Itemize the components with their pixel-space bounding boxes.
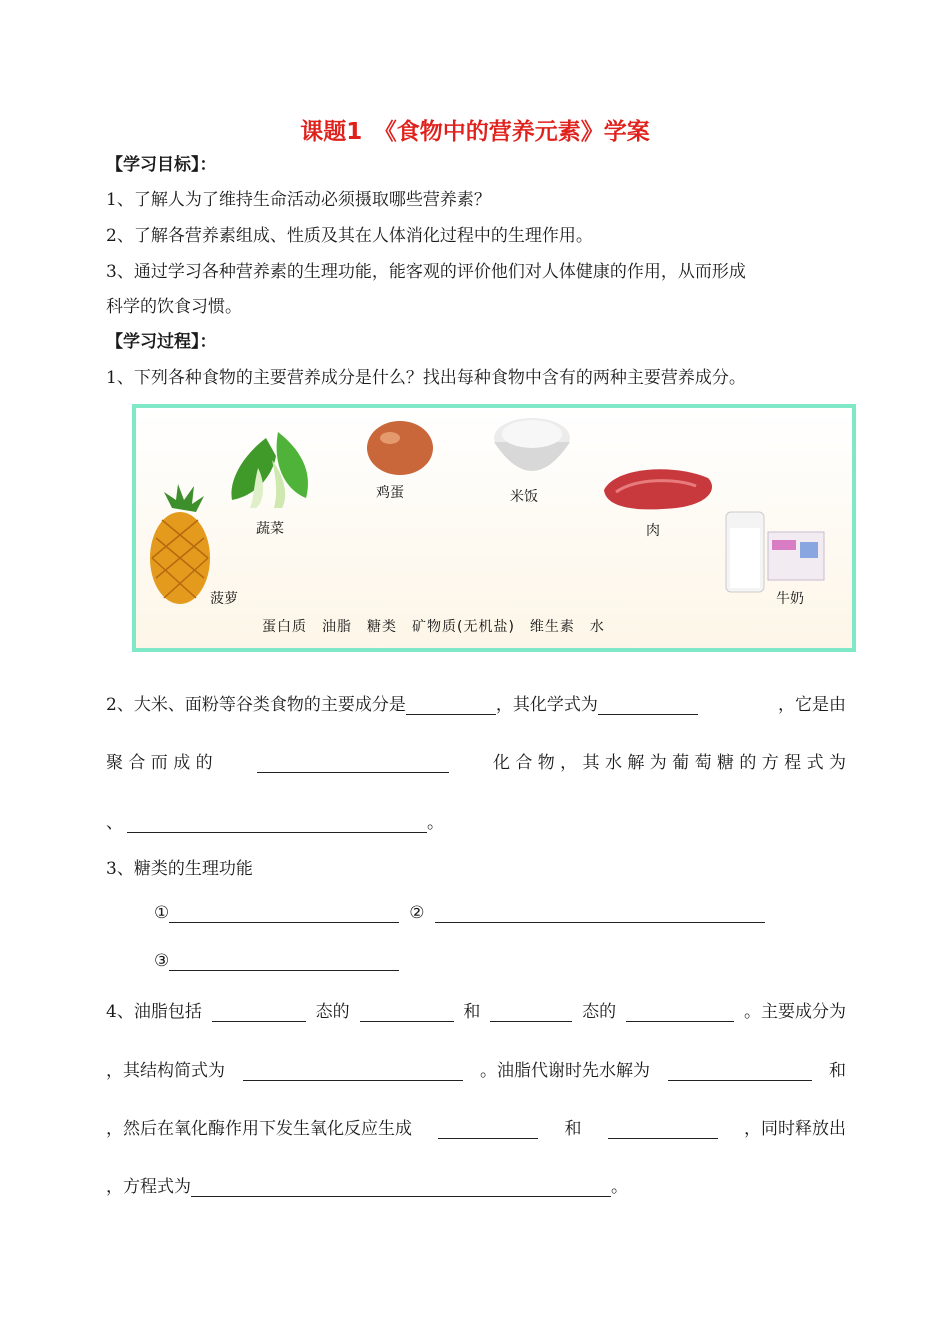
q4-text-6: ，其结构简式为 [106, 1061, 225, 1081]
goal-item-2: 2、了解各营养素组成、性质及其在人体消化过程中的生理作用。 [106, 226, 593, 246]
q2-text-2: ，其化学式为 [495, 695, 598, 715]
q2-text-6: 、 [106, 813, 123, 833]
q3-marker-1: ① [154, 903, 170, 923]
q4-text-3: 和 [463, 1002, 481, 1022]
meat-icon [604, 469, 712, 509]
question-1: 1、下列各种食物的主要营养成分是什么？找出每种食物中含有的两种主要营养成分。 [106, 368, 746, 388]
q4-blank-2[interactable] [360, 1003, 454, 1022]
q4-blank-7[interactable] [438, 1120, 538, 1139]
egg-icon [367, 421, 433, 475]
q2-text-7: 。 [427, 813, 444, 833]
q2-blank-main-component[interactable] [406, 696, 496, 715]
q4-text-12: ，方程式为 [106, 1177, 191, 1197]
food-illustrations [136, 408, 852, 648]
q3-marker-2: ② [409, 903, 425, 923]
q2-text-1: 2、大米、面粉等谷类食物的主要成分是 [106, 695, 406, 715]
process-heading: 【学习过程】： [106, 332, 217, 352]
q4-text-5: 。主要成分为 [743, 1002, 846, 1022]
q4-text-4: 态的 [582, 1002, 617, 1022]
q2-blank-equation[interactable] [127, 814, 427, 833]
vegetable-icon [231, 432, 308, 508]
label-milk: 牛奶 [776, 591, 804, 607]
goal-item-3: 3、通过学习各种营养素的生理功能，能客观的评价他们对人体健康的作用，从而形成 [106, 262, 746, 282]
q3-title: 3、糖类的生理功能 [106, 859, 253, 879]
goals-heading: 【学习目标】： [106, 155, 217, 175]
q4-blank-9[interactable] [191, 1178, 611, 1197]
q2-line-2 [106, 748, 846, 773]
label-rice: 米饭 [510, 489, 538, 505]
q4-text-1: 4、油脂包括 [106, 1002, 202, 1022]
q3-marker-3: ③ [154, 951, 170, 971]
q4-line-4 [106, 1172, 628, 1197]
label-meat: 肉 [646, 523, 660, 539]
q3-blank-1[interactable] [169, 904, 399, 923]
rice-bowl-icon [494, 418, 570, 471]
q4-text-2: 态的 [315, 1002, 350, 1022]
q2-line-3 [106, 808, 444, 833]
label-vegetable: 蔬菜 [256, 521, 284, 537]
page-title: 课题1 《食物中的营养元素》学案 [300, 119, 650, 145]
q2-blank-compound[interactable] [257, 754, 449, 773]
q4-blank-4[interactable] [626, 1003, 734, 1022]
q4-text-7: 。油脂代谢时先水解为 [480, 1061, 650, 1081]
q4-text-10: 和 [564, 1119, 582, 1139]
q4-text-9: ，然后在氧化酶作用下发生氧化反应生成 [106, 1119, 412, 1139]
q4-blank-3[interactable] [490, 1003, 572, 1022]
q2-text-5: 化 合 物 ， 其 水 解 为 葡 萄 糖 的 方 程 式 为 [492, 753, 846, 773]
q2-blank-formula[interactable] [598, 696, 698, 715]
q4-text-8: 和 [829, 1061, 846, 1081]
q4-line-1 [106, 997, 846, 1022]
q4-blank-5[interactable] [243, 1062, 463, 1081]
q4-line-3 [106, 1114, 846, 1139]
q4-text-13: 。 [611, 1177, 628, 1197]
pineapple-icon [150, 484, 210, 604]
q2-text-3: ，它是由 [778, 695, 846, 715]
q2-line-1 [106, 690, 846, 715]
label-egg: 鸡蛋 [376, 485, 404, 501]
goal-item-4: 科学的饮食习惯。 [106, 297, 242, 317]
q3-blank-3[interactable] [169, 952, 399, 971]
nutrient-list: 蛋白质 油脂 糖类 矿物质(无机盐) 维生素 水 [262, 619, 605, 635]
q3-blank-2[interactable] [435, 904, 765, 923]
q3-row-2 [154, 951, 399, 971]
label-pineapple: 菠萝 [210, 591, 238, 607]
q2-text-4: 聚 合 而 成 的 [106, 753, 213, 773]
milk-icon [726, 512, 824, 592]
q4-blank-8[interactable] [608, 1120, 718, 1139]
q4-text-11: ，同时释放出 [744, 1119, 846, 1139]
q3-row-1 [154, 903, 765, 923]
q4-line-2 [106, 1056, 846, 1081]
food-nutrient-figure [132, 404, 856, 652]
goal-item-1: 1、了解人为了维持生命活动必须摄取哪些营养素？ [106, 190, 491, 210]
q4-blank-1[interactable] [212, 1003, 306, 1022]
q4-blank-6[interactable] [668, 1062, 812, 1081]
